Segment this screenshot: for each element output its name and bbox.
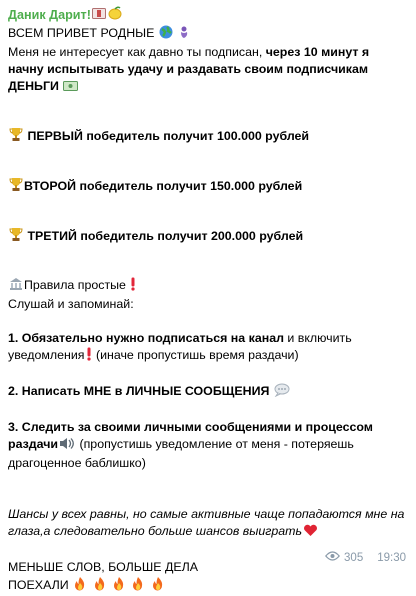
rule-1-line [8, 330, 410, 347]
fire-icon [73, 576, 87, 596]
chance-text-2: глаза,а следовательно больше шансов выиграть [8, 524, 302, 538]
rule-2-bold: 2. Написать МНЕ в ЛИЧНЫЕ СООБЩЕНИЯ [8, 384, 270, 398]
globe-icon [159, 25, 173, 44]
intro-line-2: начну испытывать удачу и раздавать своим подписчикам [8, 62, 369, 76]
bank-icon [9, 277, 23, 296]
winner-line-1 [8, 127, 410, 147]
fire-icon [93, 576, 107, 596]
exclamation-icon [86, 347, 92, 366]
rule-1-text-b: уведомления [8, 348, 85, 362]
intro-line-1 [8, 44, 410, 61]
winner-text-3: ТРЕТИЙ победитель получит 200.000 рублей [27, 229, 304, 243]
message-time: 19:30 [377, 552, 406, 564]
message-meta [325, 550, 406, 567]
outro-line-2 [8, 576, 410, 596]
rule-2-line [8, 383, 410, 402]
trophy-icon [9, 127, 23, 147]
sender-name[interactable]: Даник Дарит! [8, 8, 91, 22]
winner-line-3 [8, 227, 410, 247]
winner-line-2 [8, 177, 410, 197]
outro-line-1: МЕНЬШЕ СЛОВ, БОЛЬШЕ ДЕЛА [8, 560, 199, 574]
intro-text-1: Меня не интересует как давно ты подписан, [8, 45, 266, 59]
winner-text-1: ПЕРВЫЙ победитель получит 100.000 рублей [27, 129, 310, 143]
trophy-icon [9, 177, 23, 197]
rule-3-line-2 [8, 436, 410, 455]
trophy-icon [9, 227, 23, 247]
intro-text-3: ДЕНЬГИ [8, 79, 59, 93]
rule-1-bold: 1. Обязательно нужно подписаться на канал [8, 331, 284, 345]
fire-icon [112, 576, 126, 596]
rule-1-line-2 [8, 347, 410, 366]
rule-1-text-c: (иначе пропустишь время раздачи) [92, 348, 299, 362]
chance-line-1: Шансы у всех равны, но самые активные чаще попадаются мне на [8, 507, 405, 521]
exclamation-icon [130, 277, 136, 296]
money-bag-icon [92, 7, 106, 25]
rule-3-text: (пропустишь уведомление от меня - потеряешь [76, 437, 354, 451]
rules-title-text: Правила простые [24, 278, 126, 292]
speech-bubble-icon [274, 383, 290, 402]
fire-icon [131, 576, 145, 596]
rule-1-text: и включить [283, 331, 352, 345]
greeting-text: ВСЕМ ПРИВЕТ РОДНЫЕ [8, 26, 155, 40]
rule-3-line-3: драгоценное баблишко) [8, 456, 146, 470]
banknote-icon [63, 80, 78, 97]
fire-icons [72, 578, 166, 592]
fire-icon [151, 576, 165, 596]
speaker-icon [59, 437, 75, 455]
genie-icon [178, 25, 190, 44]
winner-text-2: ВТОРОЙ победитель получит 150.000 рублей [24, 179, 303, 193]
rule-3-line: 3. Следить за своими личными сообщениями и процессом [8, 420, 373, 434]
lemon-icon [108, 6, 122, 25]
sender-name-row[interactable] [8, 6, 410, 25]
greeting-line [8, 25, 410, 44]
rule-3-bold-b: раздачи [8, 437, 59, 451]
rules-title-line [8, 277, 410, 296]
eye-icon [325, 550, 340, 567]
rules-sub-line: Слушай и запоминай: [8, 297, 134, 311]
chance-line-2 [8, 523, 410, 542]
intro-text-1-bold: через 10 минут я [265, 45, 370, 59]
outro-text-2: ПОЕХАЛИ [8, 578, 69, 592]
intro-line-3 [8, 78, 410, 97]
red-heart-icon [303, 524, 318, 542]
view-count: 305 [344, 552, 364, 564]
